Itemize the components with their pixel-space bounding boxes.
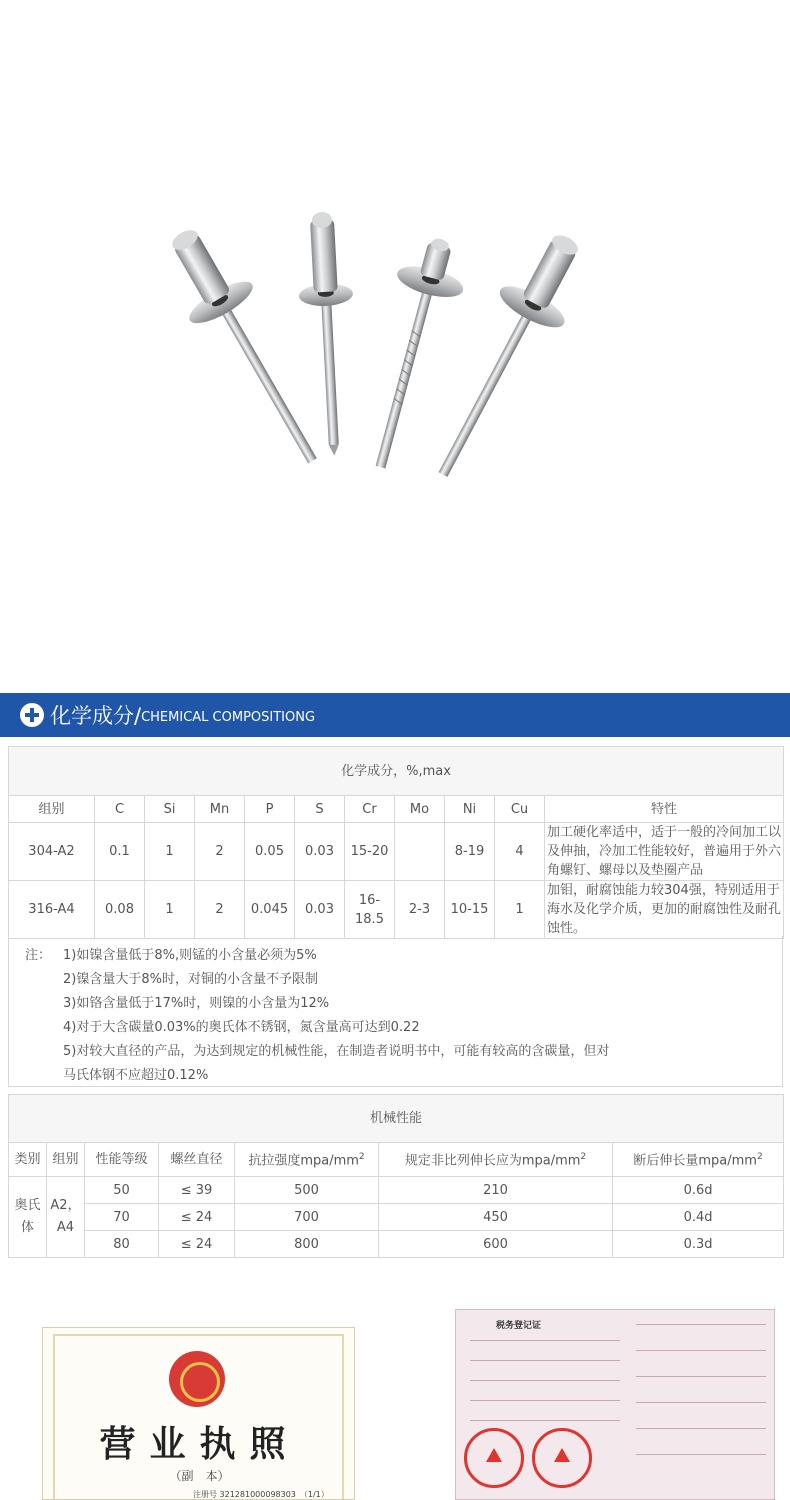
value-cell: 1 [495,881,545,939]
national-emblem-icon [169,1351,225,1407]
group-cell: 316-A4 [9,881,95,939]
value-cell [395,823,445,881]
value-cell: 50 [85,1177,159,1204]
header-text: 断后伸长量mpa/mm [633,1153,757,1169]
value-cell: 800 [235,1231,379,1258]
plus-icon [20,703,44,727]
value-cell: 500 [235,1177,379,1204]
value-cell: 0.3d [613,1231,784,1258]
header-cell: Mo [395,796,445,823]
value-cell: 0.05 [245,823,295,881]
group-cell: 304-A2 [9,823,95,881]
category-cell: 奥氏体 [9,1177,47,1258]
text-line [636,1454,766,1455]
business-license-image [42,1327,355,1500]
text-line [470,1340,620,1341]
table-row [9,881,784,939]
header-cell: P [245,796,295,823]
text-line [636,1324,766,1325]
license-title: 营业执照 [99,1423,300,1465]
value-cell: 16-18.5 [345,881,395,939]
note-text: 4)对于大含碳量0.03%的奥氏体不锈钢，氮含量高可达到0.22 [63,1020,420,1035]
section-banner [0,693,790,737]
note-text: 5)对较大直径的产品，为达到规定的机械性能，在制造者说明书中，可能有较高的含碳量，但对 [63,1044,610,1059]
group-cell: A2，A4 [47,1177,85,1258]
mechanical-table-title: 机械性能 [9,1095,784,1143]
note-line [9,1016,782,1040]
header-cell: S [295,796,345,823]
header-cell: 性能等级 [85,1143,159,1177]
header-cell: Si [145,796,195,823]
value-cell: 600 [379,1231,613,1258]
chemical-composition-table [8,746,784,939]
note-line [9,992,782,1016]
value-cell: ≤ 39 [159,1177,235,1204]
table-row [9,1231,784,1258]
value-cell: 0.6d [613,1177,784,1204]
value-cell: 10-15 [445,881,495,939]
table-row [9,823,784,881]
rivets-image [0,0,790,690]
note-text: 马氏体钢不应超过0.12% [63,1068,209,1083]
note-line [9,1064,782,1088]
text-line [470,1400,620,1401]
value-cell: 1 [145,881,195,939]
header-text: 抗拉强度mpa/mm [248,1153,359,1169]
value-cell: 2 [195,823,245,881]
header-cell [613,1143,784,1177]
text-line [470,1360,620,1361]
value-cell: 0.045 [245,881,295,939]
notes-box [8,936,783,1087]
header-cell: Cu [495,796,545,823]
value-cell: 0.4d [613,1204,784,1231]
header-cell: C [95,796,145,823]
header-cell: Cr [345,796,395,823]
value-cell: 8-19 [445,823,495,881]
header-cell: 组别 [9,796,95,823]
value-cell: ≤ 24 [159,1204,235,1231]
header-text: 规定非比列伸长应为mpa/mm [404,1153,581,1169]
mechanical-properties-table [8,1094,784,1258]
text-line [636,1350,766,1351]
note-line [9,944,782,968]
table-row [9,1204,784,1231]
red-stamp-icon [532,1428,592,1488]
note-line [9,1040,782,1064]
header-cell [235,1143,379,1177]
red-stamp-icon [464,1428,524,1488]
header-cell: Mn [195,796,245,823]
header-cell: Ni [445,796,495,823]
tax-certificate-title: 税务登记证 [496,1321,542,1331]
header-cell: 类别 [9,1143,47,1177]
note-text: 2)镍含量大于8%时，对铜的小含量不予限制 [63,972,318,987]
header-cell: 特性 [545,796,784,823]
value-cell: 700 [235,1204,379,1231]
license-number: 注册号 321281000098303 （1/1） [193,1490,329,1499]
value-cell: 15-20 [345,823,395,881]
value-cell: 70 [85,1204,159,1231]
property-cell: 加工硬化率适中，适于一般的冷间加工以及伸抽，冷加工性能较好，普遍用于外六角螺钉、螺母以及垫圈产品 [545,823,784,881]
text-line [470,1420,620,1421]
value-cell: 450 [379,1204,613,1231]
property-cell: 加钼，耐腐蚀能力较304强，特别适用于海水及化学介质，更加的耐腐蚀性及耐孔蚀性。 [545,881,784,939]
value-cell: 1 [145,823,195,881]
text-line [636,1376,766,1377]
value-cell: 0.03 [295,881,345,939]
rivet-3 [348,230,475,476]
value-cell: 80 [85,1231,159,1258]
value-cell: 210 [379,1177,613,1204]
note-text: 3)如铬含量低于17%时，则镍的小含量为12% [63,996,330,1011]
value-cell: 0.03 [295,823,345,881]
tax-registration-image [455,1309,775,1500]
chemical-table-title: 化学成分，%,max [9,747,784,796]
header-cell [379,1143,613,1177]
text-line [636,1402,766,1403]
value-cell: 0.1 [95,823,145,881]
value-cell: 4 [495,823,545,881]
banner-title-cn: 化学成分/ [50,704,142,728]
superscript: 2 [580,1152,587,1163]
banner-title-en: CHEMICAL COMPOSITIONG [141,709,316,725]
value-cell: 2 [195,881,245,939]
note-line [9,968,782,992]
value-cell: 0.08 [95,881,145,939]
note-prefix: 注： [25,948,52,963]
value-cell: ≤ 24 [159,1231,235,1258]
rivet-2 [295,211,362,457]
note-text: 1)如镍含量低于8%,则锰的小含量必须为5% [63,948,317,963]
text-line [470,1380,620,1381]
superscript: 2 [358,1152,365,1163]
text-line [636,1428,766,1429]
header-cell: 组别 [47,1143,85,1177]
value-cell: 2-3 [395,881,445,939]
table-row [9,1177,784,1204]
header-cell: 螺丝直径 [159,1143,235,1177]
product-photo [0,0,790,690]
superscript: 2 [756,1152,763,1163]
license-subtitle: （副 本） [169,1469,230,1483]
